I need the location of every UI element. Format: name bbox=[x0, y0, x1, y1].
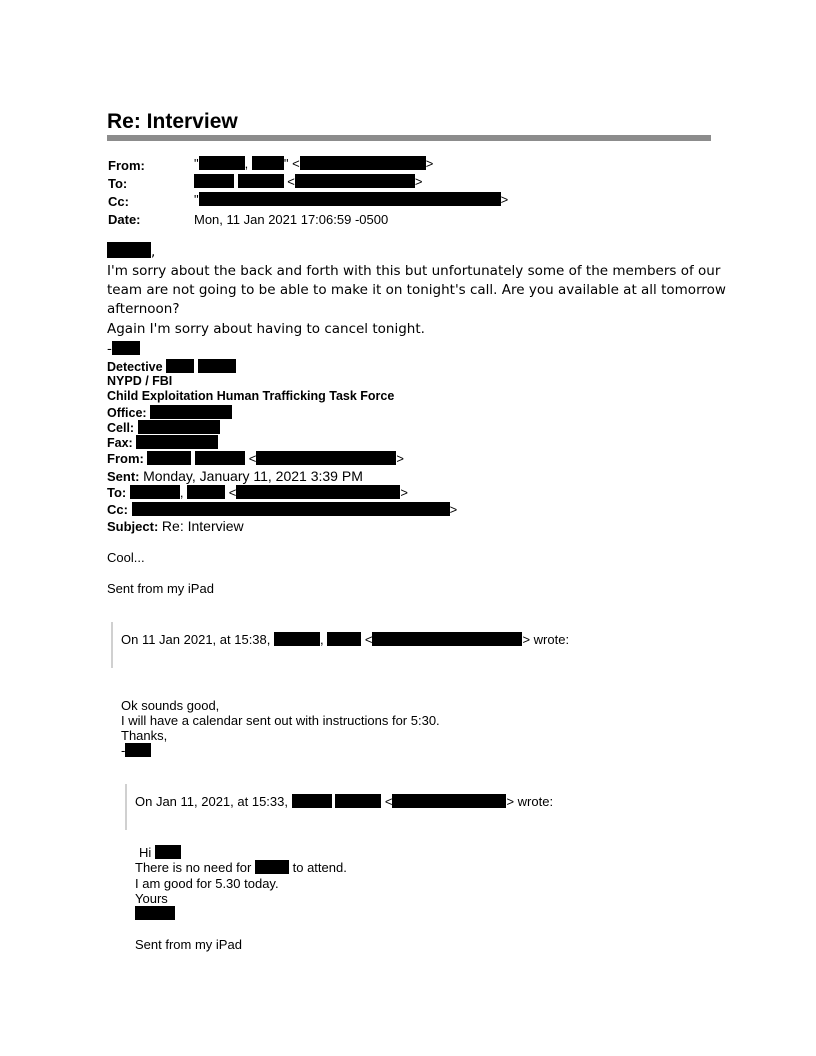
redaction bbox=[236, 485, 400, 499]
quote1-dash: - bbox=[121, 743, 151, 758]
quote-bar bbox=[111, 622, 113, 668]
redaction bbox=[295, 174, 415, 188]
redaction bbox=[135, 906, 175, 920]
from-value: " , " < > bbox=[194, 156, 434, 171]
redaction bbox=[107, 242, 151, 258]
quote1-header: On 11 Jan 2021, at 15:38, , < > wrote: bbox=[121, 632, 570, 647]
redaction bbox=[136, 435, 218, 449]
sig-office: Office: bbox=[107, 405, 232, 420]
redaction bbox=[132, 502, 450, 516]
title-divider bbox=[107, 135, 711, 141]
quote1-line-1: Ok sounds good, bbox=[121, 698, 220, 713]
quote2-need: There is no need for to attend. bbox=[135, 860, 347, 875]
redaction bbox=[155, 845, 181, 859]
quote1-line-2: I will have a calendar sent out with instructions for 5:30. bbox=[121, 713, 440, 728]
redaction bbox=[138, 420, 220, 434]
redaction bbox=[335, 794, 381, 808]
body-line-4: Again I'm sorry about having to cancel tonight. bbox=[107, 321, 425, 337]
sig-fax: Fax: bbox=[107, 435, 218, 450]
to-value: < > bbox=[194, 174, 422, 189]
fwd-to: To: , < > bbox=[107, 485, 408, 500]
to-label: To: bbox=[108, 176, 128, 191]
greeting: , bbox=[107, 242, 155, 263]
cc-label: Cc: bbox=[108, 194, 129, 209]
redaction bbox=[112, 341, 140, 355]
redaction bbox=[194, 174, 234, 188]
cc-value: " > bbox=[194, 192, 509, 207]
fwd-sent: Sent: Monday, January 11, 2021 3:39 PM bbox=[107, 468, 363, 484]
redaction bbox=[292, 794, 332, 808]
fwd-subject: Subject: Re: Interview bbox=[107, 518, 244, 534]
fwd-from: From: < > bbox=[107, 451, 404, 466]
redaction bbox=[256, 451, 396, 465]
sig-cell: Cell: bbox=[107, 420, 220, 435]
redaction bbox=[198, 359, 236, 373]
redaction bbox=[125, 743, 151, 757]
body-dash: - bbox=[107, 340, 140, 360]
redaction bbox=[255, 860, 289, 874]
body-line-1: I'm sorry about the back and forth with this but unfortunately some of the members of our bbox=[107, 263, 721, 279]
quote2-yours: Yours bbox=[135, 891, 168, 906]
quote2-sig bbox=[135, 906, 175, 921]
email-subject-title: Re: Interview bbox=[107, 110, 238, 133]
quote2-good: I am good for 5.30 today. bbox=[135, 876, 279, 891]
redaction bbox=[300, 156, 426, 170]
redaction bbox=[147, 451, 191, 465]
redaction bbox=[187, 485, 225, 499]
fwd-sent-from: Sent from my iPad bbox=[107, 581, 214, 596]
quote-bar bbox=[125, 784, 127, 830]
redaction bbox=[327, 632, 361, 646]
redaction bbox=[372, 632, 522, 646]
body-line-3: afternoon? bbox=[107, 301, 180, 317]
redaction bbox=[130, 485, 180, 499]
redaction bbox=[166, 359, 194, 373]
redaction bbox=[199, 192, 501, 206]
quote2-header: On Jan 11, 2021, at 15:33, < > wrote: bbox=[135, 794, 554, 809]
sig-unit: Child Exploitation Human Trafficking Task Force bbox=[107, 389, 395, 403]
date-label: Date: bbox=[108, 212, 141, 227]
redaction bbox=[252, 156, 284, 170]
redaction bbox=[392, 794, 506, 808]
redaction bbox=[238, 174, 284, 188]
from-label: From: bbox=[108, 158, 145, 173]
quote2-sent-from: Sent from my iPad bbox=[135, 937, 242, 952]
quote2-hi: Hi bbox=[139, 845, 181, 860]
redaction bbox=[199, 156, 245, 170]
redaction bbox=[274, 632, 320, 646]
redaction bbox=[195, 451, 245, 465]
quote1-line-3: Thanks, bbox=[121, 728, 168, 743]
sig-org: NYPD / FBI bbox=[107, 374, 173, 388]
body-line-2: team are not going to be able to make it on tonight's call. Are you available at all tomorrow bbox=[107, 282, 726, 298]
fwd-cc: Cc: > bbox=[107, 502, 458, 517]
date-value: Mon, 11 Jan 2021 17:06:59 -0500 bbox=[194, 212, 389, 227]
sig-title: Detective bbox=[107, 359, 236, 374]
redaction bbox=[150, 405, 232, 419]
fwd-body: Cool... bbox=[107, 550, 145, 565]
